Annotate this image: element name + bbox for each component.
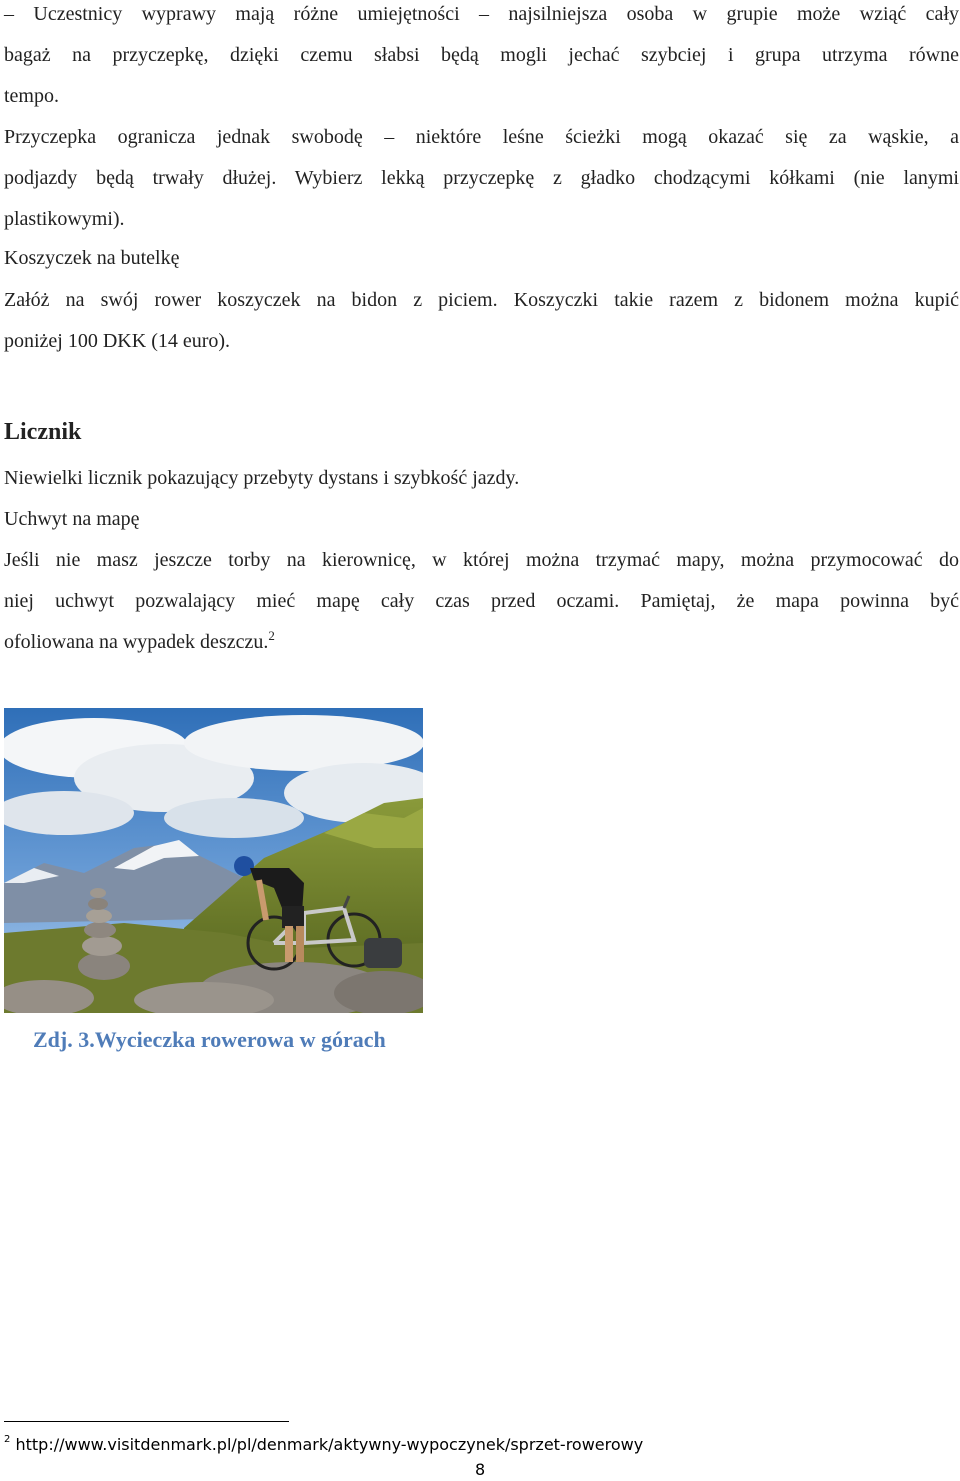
footnote [4, 1434, 643, 1456]
paragraph-line: Załóż na swój rower koszyczek na bidon z piciem. Koszyczki takie razem z bidonem można kupić [4, 289, 959, 311]
figure-caption: Zdj. 3.Wycieczka rowerowa w górach [33, 1027, 386, 1052]
footnote-separator [4, 1421, 289, 1422]
paragraph-line: poniżej 100 DKK (14 euro). [4, 330, 231, 352]
subheading-map-holder: Uchwyt na mapę [4, 508, 140, 530]
paragraph-line: Niewielki licznik pokazujący przebyty dystans i szybkość jazdy. [4, 467, 520, 489]
subheading-bottle-cage: Koszyczek na butelkę [4, 247, 180, 269]
footnote-number: 2 [4, 1434, 11, 1445]
paragraph-line: bagaż na przyczepkę, dzięki czemu słabsi będą mogli jechać szybciej i grupa utrzyma równe [4, 44, 959, 66]
paragraph-line: niej uchwyt pozwalający mieć mapę cały czas przed oczami. Pamiętaj, że mapa powinna być [4, 590, 959, 612]
page-number: 8 [475, 1460, 486, 1479]
paragraph-line: – Uczestnicy wyprawy mają różne umiejętności – najsilniejsza osoba w grupie może wziąć cały [4, 3, 959, 25]
mountain-cycling-photo [4, 708, 423, 1013]
paragraph-line: podjazdy będą trwały dłużej. Wybierz lekką przyczepkę z gładko chodzącymi kółkami (nie lanymi [4, 167, 959, 189]
paragraph-line: plastikowymi). [4, 208, 125, 230]
paragraph-line: Przyczepka ogranicza jednak swobodę – niektóre leśne ścieżki mogą okazać się za wąskie, a [4, 126, 959, 148]
footnote-link[interactable]: http://www.visitdenmark.pl/pl/denmark/aktywny-wypoczynek/sprzet-rowerowy [15, 1435, 644, 1454]
paragraph-line [4, 630, 275, 654]
paragraph-text: ofoliowana na wypadek deszczu. [4, 631, 269, 653]
paragraph-line: tempo. [4, 85, 59, 107]
section-heading-counter: Licznik [4, 419, 82, 445]
paragraph-line: Jeśli nie masz jeszcze torby na kierownicę, w której można trzymać mapy, można przymocować do [4, 549, 959, 571]
footnote-reference[interactable]: 2 [268, 628, 275, 643]
